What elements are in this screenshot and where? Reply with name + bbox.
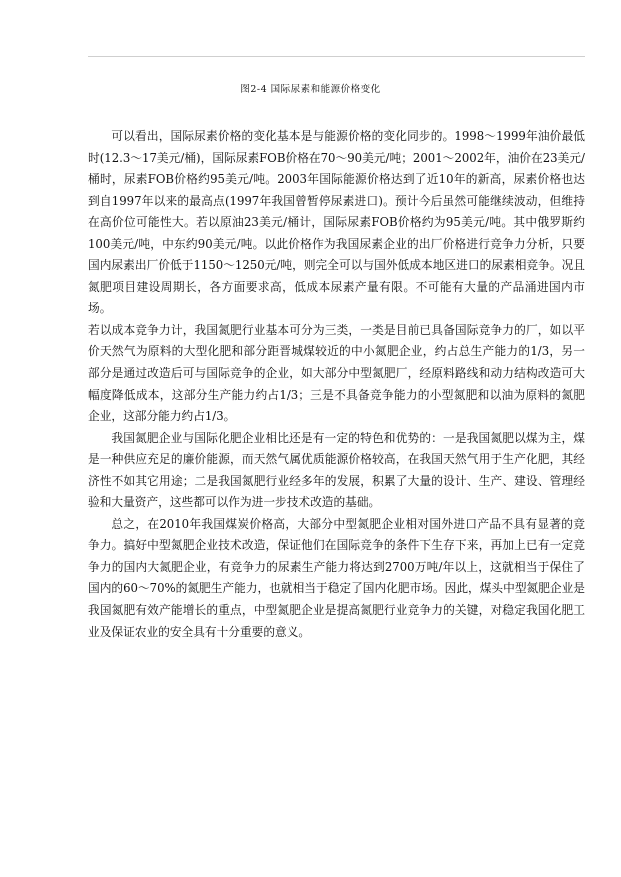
figure-caption: 图2-4 国际尿素和能源价格变化 — [240, 84, 381, 95]
paragraph: 若以成本竞争力计，我国氮肥行业基本可分为三类，一类是目前已具备国际竞争力的厂，如以平价天然气为原料的大型化肥和部分距晋城煤较近的中小氮肥企业，约占总生产能力的1/3，另一部分是通过改造后可与国际竞争的企业，如大部分中型氮肥厂，经原料路线和动力结构改造可大幅度降低成本，这部分生产能力约占1/3；三是不具备竞争能力的小型氮肥和以油为原料的氮肥企业，这部分能力约占1/3。 — [88, 322, 585, 424]
paragraph: 我国氮肥企业与国际化肥企业相比还是有一定的特色和优势的：一是我国氮肥以煤为主，煤是一种供应充足的廉价能源，而天然气属优质能源价格较高，在我国天然气用于生产化肥，其经济性不如其它用途；二是我国氮肥行业经多年的发展，积累了大量的设计、生产、建设、管理经验和大量资产，这些都可以作为进一步技术改造的基础。 — [88, 430, 585, 510]
body-text — [88, 126, 585, 643]
paragraph: 可以看出，国际尿素价格的变化基本是与能源价格的变化同步的。1998～1999年油价最低时(12.3～17美元/桶)，国际尿素FOB价格在70～90美元/吨；2001～2002年，油价在23美元/桶时，尿素FOB价格约95美元/吨。2003年国际能源价格达到了近10年的新高，尿素价格也达到自1997年以来的最高点(1997年我国曾暂停尿素进口)。预计今后虽然可能继续波动，但维持在高价位可能性大。若以原油23美元/桶计，国际尿素FOB价格约为95美元/吨。其中俄罗斯约100美元/吨，中东约90美元/吨。以此价格作为我国尿素企业的出厂价格进行竞争力分析，只要国内尿素出厂价低于1150～1250元/吨，则完全可以与国外低成本地区进口的尿素相竞争。况且氮肥项目建设周期长，各方面要求高，低成本尿素产量有限。不可能有大量的产品涌进国内市场。 — [88, 129, 585, 316]
header-rule — [88, 56, 585, 57]
paragraph: 总之，在2010年我国煤炭价格高，大部分中型氮肥企业相对国外进口产品不具有显著的竞争力。搞好中型氮肥企业技术改造，保证他们在国际竞争的条件下生存下来，再加上已有一定竞争力的国内大氮肥企业，有竞争力的尿素生产能力将达到2700万吨/年以上，这就相当于保住了国内的60～70%的氮肥生产能力，也就相当于稳定了国内化肥市场。因此，煤头中型氮肥企业是我国氮肥有效产能增长的重点，中型氮肥企业是提高氮肥行业竞争力的关键，对稳定我国化肥工业及保证农业的安全具有十分重要的意义。 — [88, 516, 585, 639]
